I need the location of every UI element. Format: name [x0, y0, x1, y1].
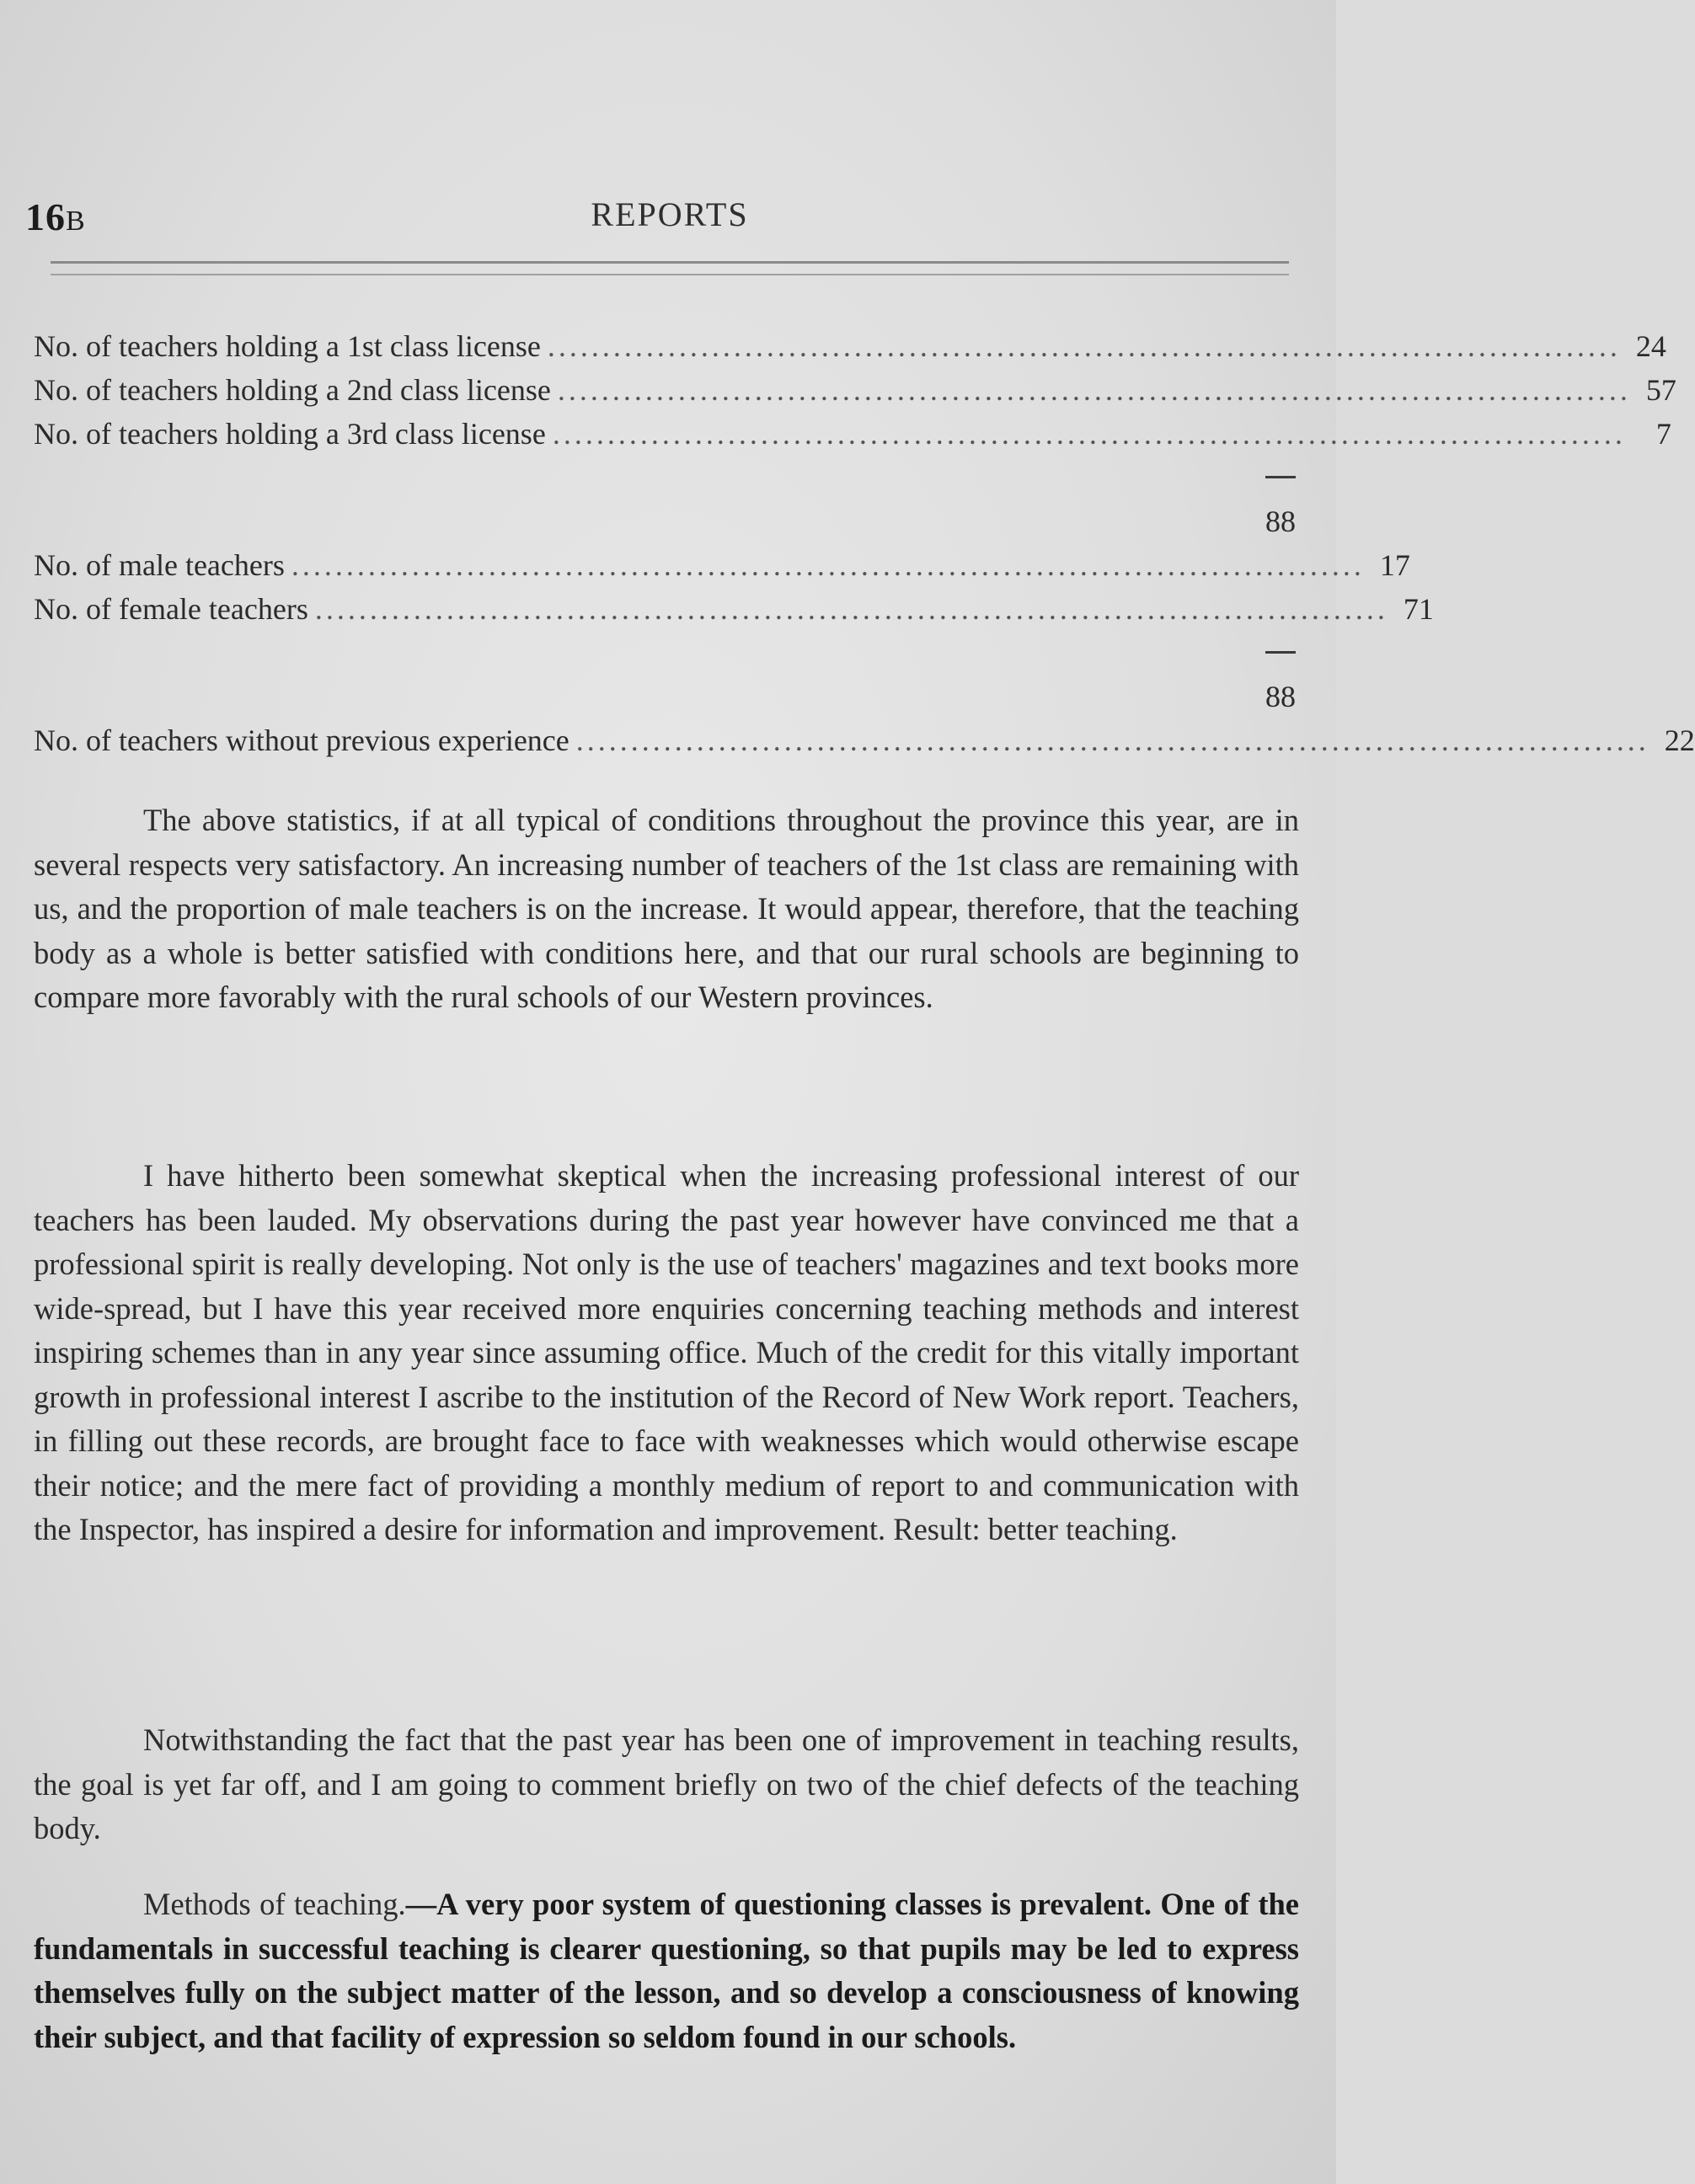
stat-value: 57: [1645, 373, 1676, 407]
page-number-suffix: B: [66, 206, 86, 237]
stat-label: No. of teachers holding a 1st class license: [34, 329, 541, 363]
stat-row: [34, 412, 1671, 456]
dot-leader: ..................................................................................................: [547, 329, 1621, 363]
stat-row: [34, 587, 1434, 631]
stat-label: No. of teachers holding a 2nd class license: [34, 373, 551, 407]
paragraph-text: The above statistics, if at all typical of conditions throughout the province this year, are in several respects very satisfactory. An increasing number of teachers of the 1st class are remaining with us, and the proportion of male teachers is on the increase. It would appear, therefore, that the teaching body as a whole is better satisfied with conditions here, and that our rural schools are beginning to compare more favorably with the rural schools of our Western provinces.: [34, 803, 1299, 1014]
total-gender: 88: [1265, 680, 1296, 713]
sum-rule-row: [34, 631, 1299, 675]
header-rule: [51, 261, 1289, 275]
dot-leader: ..................................................................................................: [291, 548, 1365, 582]
page-number-digits: 16: [25, 195, 66, 238]
paragraph-defects-intro: [34, 1718, 1299, 1851]
stat-label: No. of male teachers: [34, 548, 285, 582]
paragraph-professional-interest: [34, 1154, 1299, 1552]
stat-value: 24: [1635, 329, 1666, 363]
stat-label: No. of teachers holding a 3rd class license: [34, 417, 546, 451]
stat-value: 7: [1655, 417, 1671, 451]
running-head: REPORTS: [591, 195, 749, 233]
sum-rule: [1265, 476, 1296, 478]
sum-rule: [1265, 651, 1296, 654]
stat-value: 17: [1379, 548, 1410, 582]
stat-value: 71: [1403, 592, 1434, 626]
dot-leader: ..................................................................................................: [552, 417, 1626, 451]
section-heading: Methods of teaching.: [143, 1887, 406, 1921]
page-header: [25, 190, 1314, 248]
stat-label: No. of female teachers: [34, 592, 308, 626]
statistics-table: [34, 324, 1695, 762]
paragraph-text: [34, 1882, 1299, 2059]
paragraph-body: —A very poor system of questioning classes is prevalent. One of the fundamentals in successful teaching is clearer questioning, so that pupils may be led to express themselves fully on the subject matter of the lesson, and so develop a consciousness of knowing their subject, and that facility of expression so seldom found in our schools.: [34, 1887, 1299, 2054]
stat-row: [34, 368, 1676, 412]
stat-label: No. of teachers without previous experience: [34, 724, 569, 757]
sum-rule-row: [34, 456, 1299, 499]
paragraph-methods-of-teaching: [34, 1882, 1299, 2059]
stat-row: [34, 718, 1695, 762]
stat-row: [34, 324, 1666, 368]
stat-row: [34, 543, 1410, 587]
stat-value: 22: [1664, 724, 1695, 757]
dot-leader: ..................................................................................................: [314, 592, 1388, 626]
paragraph-text: I have hitherto been somewhat skeptical when the increasing professional interest of our teachers has been lauded. My observations during the past year however have convinced me that a professional spirit is really developing. Not only is the use of teachers' magazines and text books more wide-spread, but I have this year received more enquiries concerning teaching methods and interest inspiring schemes than in any year since assuming office. Much of the credit for this vitally important growth in professional interest I ascribe to the institution of the Record of New Work report. Teachers, in filling out these records, are brought face to face with weaknesses which would otherwise escape their notice; and the mere fact of providing a monthly medium of report to and communication with the Inspector, has inspired a desire for information and improvement. Result: better teaching.: [34, 1158, 1299, 1546]
dot-leader: ..................................................................................................: [575, 724, 1650, 757]
total-license: 88: [1265, 505, 1296, 538]
paragraph-statistics-comment: [34, 798, 1299, 1020]
dot-leader: ..................................................................................................: [557, 373, 1631, 407]
paragraph-text: Notwithstanding the fact that the past year has been one of improvement in teaching results, the goal is yet far off, and I am going to comment briefly on two of the chief defects of the teaching body.: [34, 1722, 1299, 1845]
